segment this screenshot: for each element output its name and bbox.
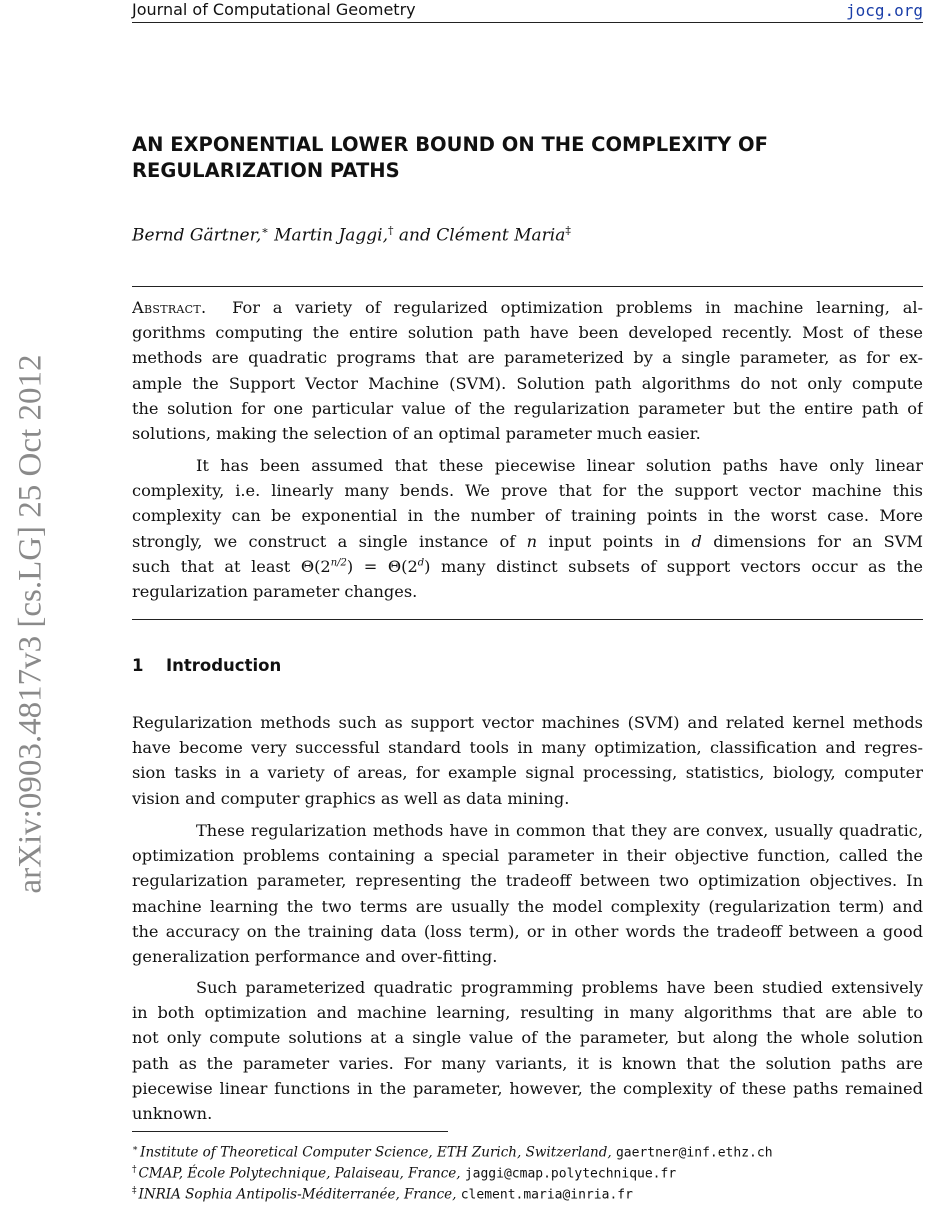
title-line-2: REGULARIZATION PATHS (132, 159, 400, 182)
body-line: piecewise linear functions in the parameter, however, the complexity of these paths remained (132, 1078, 923, 1098)
body-line: These regularization methods have in common that they are convex, usually quadratic, (196, 821, 923, 840)
abstract-line: such that at least $\Theta(2^{n/2}) = \Theta(2^d)$ many distinct subsets of support vectors occur as the (132, 556, 923, 576)
author-maria: and Clément Maria (393, 225, 566, 246)
intro-paragraph-3 (132, 975, 923, 1126)
body-line: Such parameterized quadratic programming problems have been studied extensively (196, 978, 923, 997)
abstract-line: ample the Support Vector Machine (SVM). Solution path algorithms do not only compute (132, 373, 923, 393)
paper-title (132, 132, 892, 184)
abstract-line: complexity, i.e. linearly many bends. We prove that for the support vector machine this (132, 481, 923, 501)
abstract-line: It has been assumed that these piecewise linear solution paths have only linear (196, 456, 923, 475)
body-line: machine learning the two terms are usually the model complexity (regularization term) and (132, 896, 923, 916)
author-mark-2: † (388, 224, 394, 237)
math-d: d (691, 531, 702, 551)
abstract-line: Abstract. For a variety of regularized optimization problems in machine learning, al- (132, 298, 923, 317)
abstract-paragraph-2 (132, 453, 923, 604)
body-line: Regularization methods such as support vector machines (SVM) and related kernel methods (132, 713, 923, 732)
author-mark-3: ‡ (565, 224, 571, 237)
abstract-line: the solution for one particular value of the regularization parameter but the entire path of (132, 398, 923, 418)
math-exponent-n-over-2: n/2 (330, 557, 347, 569)
header-rule (132, 22, 923, 23)
body-line: regularization parameter, representing the tradeoff between two optimization objectives. In (132, 871, 923, 891)
footnote-symbol: † (132, 1165, 137, 1175)
abstract-line: gorithms computing the entire solution path have been developed recently. Most of these (132, 323, 923, 343)
journal-link[interactable]: jocg.org (845, 1, 923, 20)
body-line: sion tasks in a variety of areas, for example signal processing, statistics, biology, computer (132, 763, 923, 783)
footnote-gartner (132, 1139, 923, 1160)
footnote-maria (132, 1181, 923, 1202)
body-line: vision and computer graphics as well as data mining. (132, 788, 570, 808)
section-number: 1 (132, 656, 144, 675)
author-list (132, 224, 571, 246)
body-line: path as the parameter varies. For many variants, it is known that the solution paths are (132, 1053, 923, 1073)
abstract-label: Abstract. (132, 298, 207, 317)
body-line: the accuracy on the training data (loss term), or in other words the tradeoff between a good (132, 921, 923, 941)
footnotes (132, 1139, 923, 1202)
footnote-affiliation: INRIA Sophia Antipolis-Méditerranée, France, (138, 1186, 461, 1203)
abstract-line: complexity can be exponential in the number of training points in the worst case. More (132, 506, 923, 526)
footnote-jaggi (132, 1160, 923, 1181)
journal-name: Journal of Computational Geometry (132, 0, 416, 19)
running-header (132, 0, 923, 22)
body-line: in both optimization and machine learning, resulting in many algorithms that are able to (132, 1003, 923, 1023)
footnote-symbol: ‡ (132, 1186, 137, 1196)
math-exponent-d: d (417, 557, 425, 569)
footnote-symbol: ∗ (132, 1144, 139, 1154)
abstract-line: solutions, making the selection of an optimal parameter much easier. (132, 423, 701, 443)
footnote-rule (132, 1131, 448, 1132)
abstract-line: regularization parameter changes. (132, 581, 418, 601)
abstract-paragraph-1 (132, 295, 923, 446)
footnote-affiliation: Institute of Theoretical Computer Science, ETH Zurich, Switzerland, (140, 1144, 616, 1161)
body-line: have become very successful standard tools in many optimization, classification and regres- (132, 738, 923, 758)
author-jaggi: Martin Jaggi, (268, 225, 388, 246)
abstract-bottom-rule (132, 619, 923, 620)
body-line: optimization problems containing a special parameter in their objective function, called the (132, 846, 923, 866)
math-n: n (526, 531, 538, 551)
body-line: unknown. (132, 1103, 213, 1123)
author-mark-1: ∗ (261, 224, 269, 237)
body-line: not only compute solutions at a single value of the parameter, but along the whole solution (132, 1028, 923, 1048)
intro-paragraph-2 (132, 818, 923, 969)
abstract-top-rule (132, 286, 923, 287)
intro-paragraph-1 (132, 710, 923, 811)
footnote-affiliation: CMAP, École Polytechnique, Palaiseau, France, (138, 1165, 465, 1182)
footnote-email[interactable]: clement.maria@inria.fr (460, 1187, 633, 1203)
section-heading (132, 656, 281, 675)
arxiv-stamp: arXiv:0903.4817v3 [cs.LG] 25 Oct 2012 (12, 354, 49, 894)
body-line: generalization performance and over-fitting. (132, 946, 498, 966)
abstract-line: strongly, we construct a single instance of n input points in d dimensions for an SVM (132, 531, 923, 551)
section-title: Introduction (166, 656, 282, 675)
footnote-email[interactable]: gaertner@inf.ethz.ch (615, 1145, 773, 1161)
title-line-1: AN EXPONENTIAL LOWER BOUND ON THE COMPLEXITY OF (132, 133, 768, 156)
author-gartner: Bernd Gärtner, (132, 225, 262, 246)
footnote-email[interactable]: jaggi@cmap.polytechnique.fr (464, 1166, 677, 1182)
abstract-line: methods are quadratic programs that are parameterized by a single parameter, as for ex- (132, 348, 923, 368)
